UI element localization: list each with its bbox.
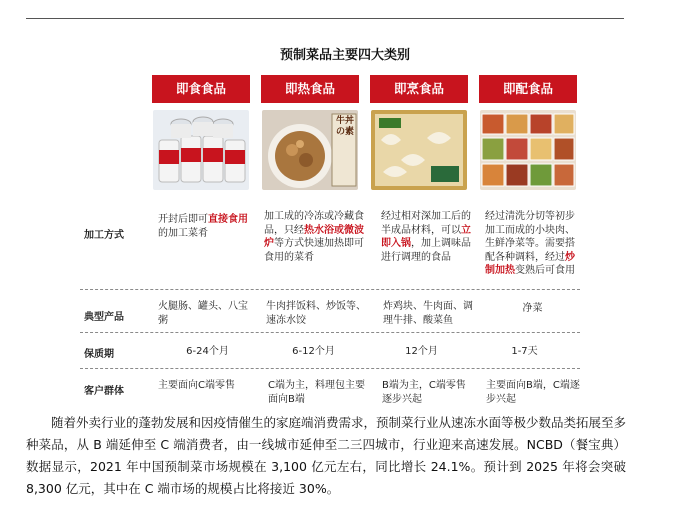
process-cell-3: 经过相对深加工后的半成品材料，可以立即入锅，加上调味品进行调理的食品 xyxy=(381,211,471,263)
divider-1 xyxy=(80,289,580,290)
row-label-customer: 客户群体 xyxy=(84,386,124,397)
photo-meal-kit-trays xyxy=(480,110,576,190)
customer-cell-1: 主要面向C端零售 xyxy=(158,380,235,391)
category-instant-eat: 即食食品 xyxy=(152,75,250,103)
beef-box-text: 牛丼の素 xyxy=(335,116,354,137)
top-rule xyxy=(26,18,624,19)
shelf-cell-1: 6-24个月 xyxy=(186,346,229,357)
category-instant-cook: 即烹食品 xyxy=(370,75,468,103)
customer-cell-2: C端为主，料理包主要面向B端 xyxy=(268,380,365,405)
customer-cell-4: 主要面向B端，C端逐步兴起 xyxy=(486,380,580,405)
divider-3 xyxy=(80,368,580,369)
products-cell-3: 炸鸡块、牛肉面、调理牛排、酸菜鱼 xyxy=(383,301,473,326)
shelf-cell-3: 12个月 xyxy=(405,346,438,357)
products-cell-1: 火腿肠、罐头、八宝粥 xyxy=(158,301,248,326)
process-cell-4: 经过清洗分切等初步加工而成的小块肉、生鲜净菜等。需要搭配各种调料，经过炒制加热变熟后可食用 xyxy=(485,211,575,276)
divider-2 xyxy=(80,332,580,333)
process-cell-1: 开封后即可直接食用的加工菜肴 xyxy=(158,214,248,239)
photo-dumpling-pack xyxy=(371,110,467,190)
body-paragraph: 随着外卖行业的蓬勃发展和因疫情催生的家庭端消费需求，预制菜行业从速冻水面等极少数品类拓展至多种菜品，从 B 端延伸至 C 端消费者，由一线城市延伸至二三四城市，行业迎来高速发展。NCBD（餐宝典）数据显示，2021 年中国预制菜市场规模在 3,100 亿元左右，同比增长 24.1%。预计到 2025 年将会突破 8,300 亿元，其中在 C 端市场的规模占比将接近 30%。 xyxy=(26,415,627,496)
shelf-cell-4: 1-7天 xyxy=(511,346,538,357)
row-label-products: 典型产品 xyxy=(84,312,124,323)
products-cell-2: 牛肉拌饭料、炒饭等、速冻水饺 xyxy=(266,301,366,326)
process-cell-2: 加工成的冷冻或冷藏食品，只经热水浴或微波炉等方式快速加热即可食用的菜肴 xyxy=(264,211,364,263)
category-instant-match: 即配食品 xyxy=(479,75,577,103)
table-title: 预制菜品主要四大类别 xyxy=(279,48,410,63)
shelf-cell-2: 6-12个月 xyxy=(292,346,335,357)
category-instant-heat: 即热食品 xyxy=(261,75,359,103)
photo-beef-rice-pack xyxy=(262,110,358,190)
row-label-process: 加工方式 xyxy=(84,230,124,241)
customer-cell-3: B端为主，C端零售逐步兴起 xyxy=(382,380,466,405)
photo-canned-food xyxy=(153,110,249,190)
products-cell-4: 净菜 xyxy=(522,303,543,314)
row-label-shelf-life: 保质期 xyxy=(84,349,114,360)
